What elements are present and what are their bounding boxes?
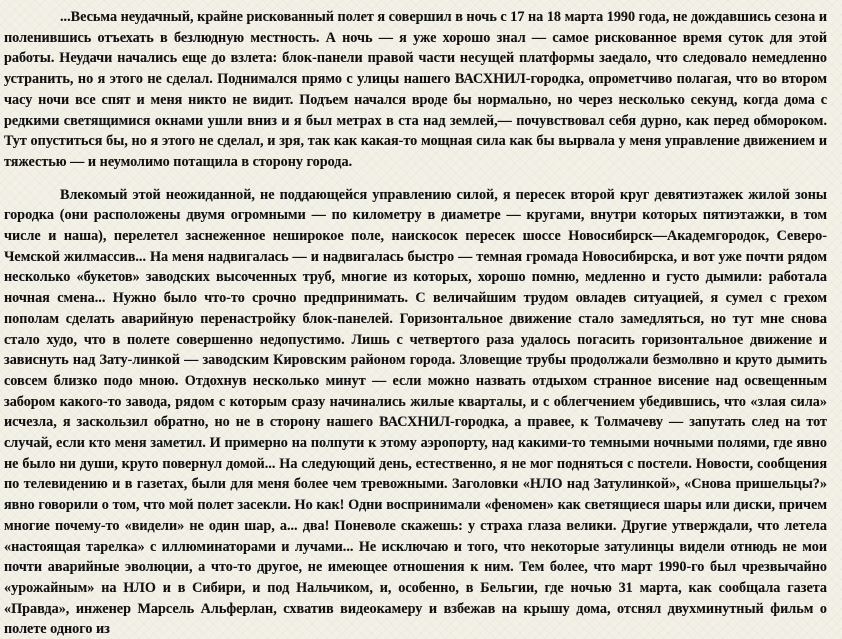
- paragraph-1: ...Весьма неудачный, крайне рискованный полет я совершил в ночь с 17 на 18 марта 1990 года, не дождавшись сезона и поленившись отъехать в безлюдную местность. А ночь — я уже хорошо знал — самое рискованное время суток для этой работы. Неудачи начались еще до взлета: блок-панели правой части несущей платформы заедало, что следовало немедленно устранить, но я этого не сделал. Поднимался прямо с улицы нашего ВАСХНИЛ-городка, опрометчиво полагая, что во втором часу ночи все спят и меня никто не видит. Подъем начался вроде бы нормально, но через несколько секунд, когда дома с редкими светящимися окнами ушли вниз и я был метрах в ста над землей,— почувствовал себя дурно, как перед обмороком. Тут опуститься бы, но я этого не сделал, и зря, так как какая-то мощная сила как бы вырвала у меня управление движением и тяжестью — и неумолимо потащила в сторону города.: [4, 9, 827, 170]
- paragraph-2: Влекомый этой неожиданной, не поддающейся управлению силой, я пересек второй круг девятиэтажек жилой зоны городка (они расположены двумя огромными — по километру в диаметре — кругами, внутри которых пятиэтажки, в том числе и наша), перелетел заснеженное неширокое поле, наискосок пересек шоссе Новосибирск—Академгородок, Северо-Чемской жилмассив... На меня надвигалась — и надвигалась быстро — темная громада Новосибирска, и вот уже почти рядом несколько «букетов» заводских высоченных труб, многие из которых, хорошо помню, медленно и густо дымили: работала ночная смена... Нужно было что-то срочно предпринимать. С величайшим трудом овладев ситуацией, я сумел с грехом пополам сделать аварийную перенастройку блок-панелей. Горизонтальное движение стало замедляться, но тут мне снова стало худо, что в полете совершенно недопустимо. Лишь с четвертого раза удалось погасить горизонтальное движение и зависнуть над Зату-линкой — заводским Кировским районом города. Зловещие трубы продолжали безмолвно и круто дымить совсем близко подо мною. Отдохнув несколько минут — если можно назвать отдыхом странное висение над освещенным забором какого-то завода, рядом с которым сразу начинались жилые кварталы, и с облегчением убедившись, что «злая сила» исчезла, я заскользил обратно, но не в сторону нашего ВАСХНИЛ-городка, а правее, к Толмачеву — запутать след на тот случай, если кто меня заметил. И примерно на полпути к этому аэропорту, над какими-то темными ночными полями, где явно не было ни души, круто повернул домой... На следующий день, естественно, я не мог подняться с постели. Новости, сообщения по телевидению и в газетах, были для меня более чем тревожными. Заголовки «НЛО над Затулинкой», «Снова пришельцы?» явно говорили о том, что мой полет засекли. Но как! Одни воспринимали «феномен» как светящиеся шары или диски, причем многие почему-то «видели» не один шар, а... два! Поневоле скажешь: у страха глаза велики. Другие утверждали, что летела «настоящая тарелка» с иллюминаторами и лучами... Не исключаю и того, что некоторые затулинцы видели отнюдь не мои почти аварийные эволюции, а что-то другое, не имеющее отношения к ним. Тем более, что март 1990-го был чрезвычайно «урожайным» на НЛО и в Сибири, и под Нальчиком, и, особенно, в Бельгии, где ночью 31 марта, как сообщала газета «Правда», инженер Марсель Альферлан, схватив видеокамеру и взбежав на крышу дома, отснял двухминутный фильм о полете одного из: [4, 186, 827, 638]
- article-text: [4, 7, 827, 639]
